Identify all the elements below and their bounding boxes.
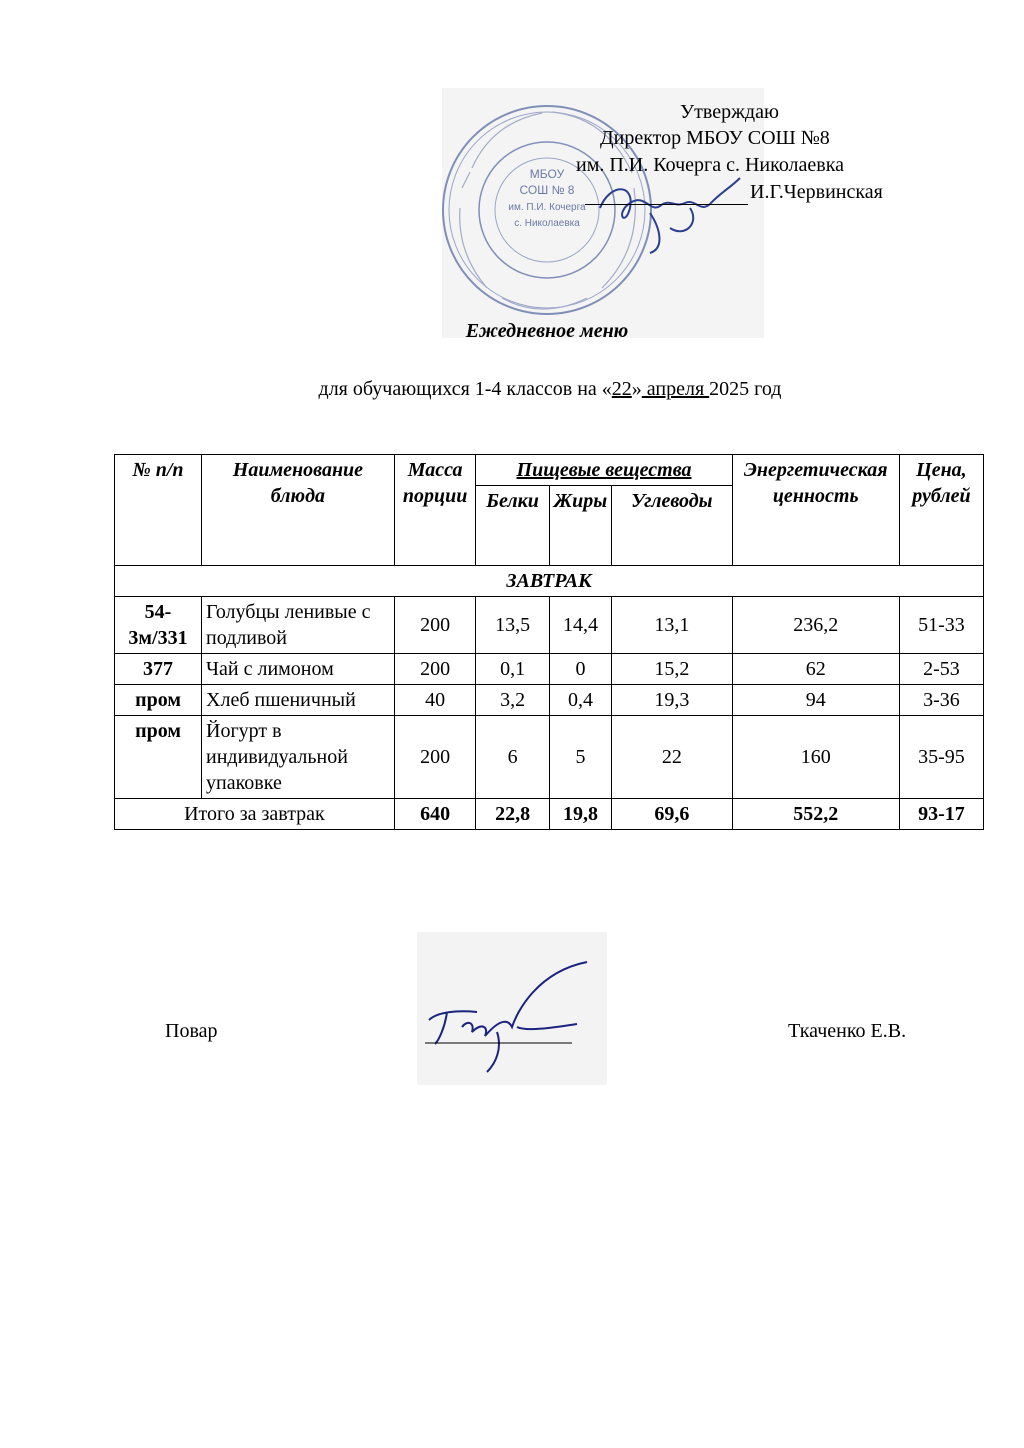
row-mass: 200	[394, 597, 476, 654]
row-mass: 200	[394, 716, 476, 799]
row-fat: 0	[549, 654, 611, 685]
row-energy: 160	[732, 716, 899, 799]
row-num: пром	[115, 685, 202, 716]
row-fat: 0,4	[549, 685, 611, 716]
approval-line-1: Утверждаю	[680, 101, 779, 123]
row-name: Хлеб пшеничный	[202, 685, 395, 716]
subtitle-month: апреля	[641, 378, 710, 400]
cook-signature-area	[417, 932, 607, 1085]
header-num: № п/п	[115, 455, 202, 566]
row-fat: 14,4	[549, 597, 611, 654]
header-carbs: Углеводы	[612, 486, 732, 566]
row-energy: 236,2	[732, 597, 899, 654]
header-nutrients: Пищевые вещества	[476, 455, 732, 486]
subtitle-day: 22	[611, 378, 632, 400]
header-protein: Белки	[476, 486, 549, 566]
row-price: 3-36	[899, 685, 983, 716]
approval-line-3: им. П.И. Кочерга с. Николаевка	[576, 154, 845, 176]
total-row	[115, 799, 984, 830]
row-carbs: 15,2	[612, 654, 732, 685]
subtitle-prefix: для обучающихся 1-4 классов на «	[318, 378, 612, 400]
row-num: 54-3м/331	[115, 597, 202, 654]
stamp-text-2: СОШ № 8	[519, 183, 575, 197]
stamp-text-3: им. П.И. Кочерга	[508, 202, 586, 213]
approval-line-4: И.Г.Червинская	[750, 181, 883, 203]
stamp-text-1: МБОУ	[529, 167, 565, 181]
total-price: 93-17	[899, 799, 983, 830]
row-num: пром	[115, 716, 202, 799]
stamp-text-4: с. Николаевка	[514, 218, 580, 229]
table-row	[115, 716, 984, 799]
row-carbs: 22	[612, 716, 732, 799]
row-energy: 62	[732, 654, 899, 685]
menu-table	[114, 454, 984, 830]
header-energy: Энергетическая ценность	[732, 455, 899, 566]
total-protein: 22,8	[476, 799, 549, 830]
row-price: 2-53	[899, 654, 983, 685]
total-label: Итого за завтрак	[115, 799, 395, 830]
row-price: 35-95	[899, 716, 983, 799]
section-row	[115, 566, 984, 597]
row-price: 51-33	[899, 597, 983, 654]
row-name: Чай с лимоном	[202, 654, 395, 685]
total-carbs: 69,6	[612, 799, 732, 830]
subtitle-mid: »	[631, 378, 642, 400]
row-name: Йогурт в индивидуальной упаковке	[202, 716, 395, 799]
subtitle-suffix: 2025 год	[709, 378, 782, 400]
approval-line-2: Директор МБОУ СОШ №8	[600, 127, 830, 149]
row-protein: 3,2	[476, 685, 549, 716]
signature-line	[585, 204, 748, 205]
header-name: Наименование блюда	[202, 455, 395, 566]
total-fat: 19,8	[549, 799, 611, 830]
row-energy: 94	[732, 685, 899, 716]
section-title: ЗАВТРАК	[115, 566, 984, 597]
table-row	[115, 654, 984, 685]
page-title: Ежедневное меню	[465, 320, 629, 342]
row-mass: 40	[394, 685, 476, 716]
row-mass: 200	[394, 654, 476, 685]
header-price: Цена, рублей	[899, 455, 983, 566]
header-fat: Жиры	[549, 486, 611, 566]
row-protein: 0,1	[476, 654, 549, 685]
table-row	[115, 597, 984, 654]
row-fat: 5	[549, 716, 611, 799]
header-mass: Масса порции	[394, 455, 476, 566]
row-num: 377	[115, 654, 202, 685]
row-carbs: 19,3	[612, 685, 732, 716]
row-protein: 6	[476, 716, 549, 799]
row-carbs: 13,1	[612, 597, 732, 654]
page-subtitle	[0, 378, 1024, 401]
row-name: Голубцы ленивые с подливой	[202, 597, 395, 654]
total-mass: 640	[394, 799, 476, 830]
cook-name: Ткаченко Е.В.	[788, 1020, 907, 1042]
table-row	[115, 685, 984, 716]
director-signature	[590, 168, 770, 258]
cook-signature	[417, 932, 607, 1085]
row-protein: 13,5	[476, 597, 549, 654]
cook-role: Повар	[165, 1020, 218, 1042]
total-energy: 552,2	[732, 799, 899, 830]
